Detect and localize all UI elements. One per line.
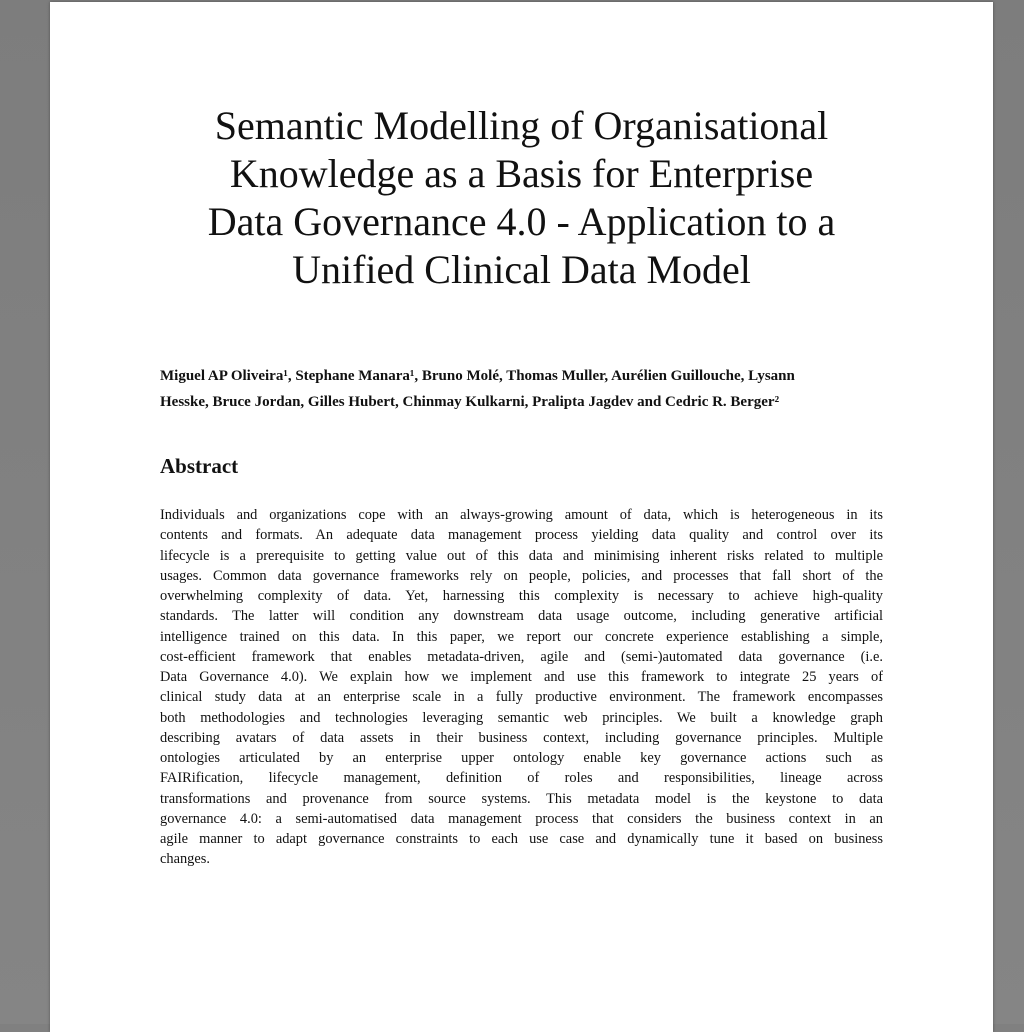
- author-line: Hesske, Bruce Jordan, Gilles Hubert, Chinmay Kulkarni, Pralipta Jagdev and Cedric R. Berger²: [160, 394, 780, 410]
- abstract-line: contents and formats. An adequate data management process yielding data quality and control over its: [160, 527, 883, 544]
- abstract-line: ontologies articulated by an enterprise upper ontology enable key governance actions such as: [160, 750, 883, 766]
- abstract-line: usages. Common data governance frameworks rely on people, policies, and processes that fall short of the: [160, 567, 883, 584]
- document-page: [50, 2, 993, 1032]
- abstract-line: lifecycle is a prerequisite to getting value out of this data and minimising inherent risks related to multiple: [160, 547, 883, 564]
- title-line: Semantic Modelling of Organisational: [214, 103, 829, 148]
- title-line: Data Governance 4.0 - Application to a: [207, 199, 836, 244]
- abstract-line: describing avatars of data assets in their business context, including governance principles. Multiple: [160, 729, 883, 746]
- paper-title: [50, 102, 993, 294]
- abstract-line: overwhelming complexity of data. Yet, harnessing this complexity is necessary to achieve high-quality: [160, 588, 883, 604]
- title-line: Knowledge as a Basis for Enterprise: [229, 151, 814, 196]
- abstract-line: FAIRification, lifecycle management, definition of roles and responsibilities, lineage across: [160, 770, 883, 787]
- abstract-line: cost-efficient framework that enables metadata-driven, agile and (semi-)automated data governance (i.e.: [160, 648, 883, 665]
- abstract-body: [160, 505, 883, 870]
- abstract-line: changes.: [160, 851, 210, 868]
- abstract-line: governance 4.0: a semi-automatised data management process that considers the business context in an: [160, 810, 883, 827]
- abstract-heading: Abstract: [160, 454, 239, 478]
- abstract-line: agile manner to adapt governance constraints to each use case and dynamically tune it based on business: [160, 831, 883, 847]
- abstract-line: Data Governance 4.0). We explain how we implement and use this framework to integrate 25 years of: [160, 669, 883, 685]
- author-list: [160, 363, 885, 415]
- abstract-line: intelligence trained on this data. In this paper, we report our concrete experience establishing a simple,: [160, 628, 883, 645]
- abstract-line: Individuals and organizations cope with an always-growing amount of data, which is heterogeneous in its: [160, 507, 883, 523]
- abstract-line: standards. The latter will condition any downstream data usage outcome, including generative artificial: [160, 608, 883, 625]
- abstract-line: clinical study data at an enterprise scale in a fully productive environment. The framework encompasses: [160, 689, 883, 706]
- abstract-line: transformations and provenance from source systems. This metadata model is the keystone to data: [160, 790, 883, 807]
- title-line: Unified Clinical Data Model: [292, 247, 751, 292]
- author-line: Miguel AP Oliveira¹, Stephane Manara¹, Bruno Molé, Thomas Muller, Aurélien Guillouche, Lysann: [160, 368, 795, 384]
- abstract-line: both methodologies and technologies leveraging semantic web principles. We built a knowledge graph: [160, 709, 883, 726]
